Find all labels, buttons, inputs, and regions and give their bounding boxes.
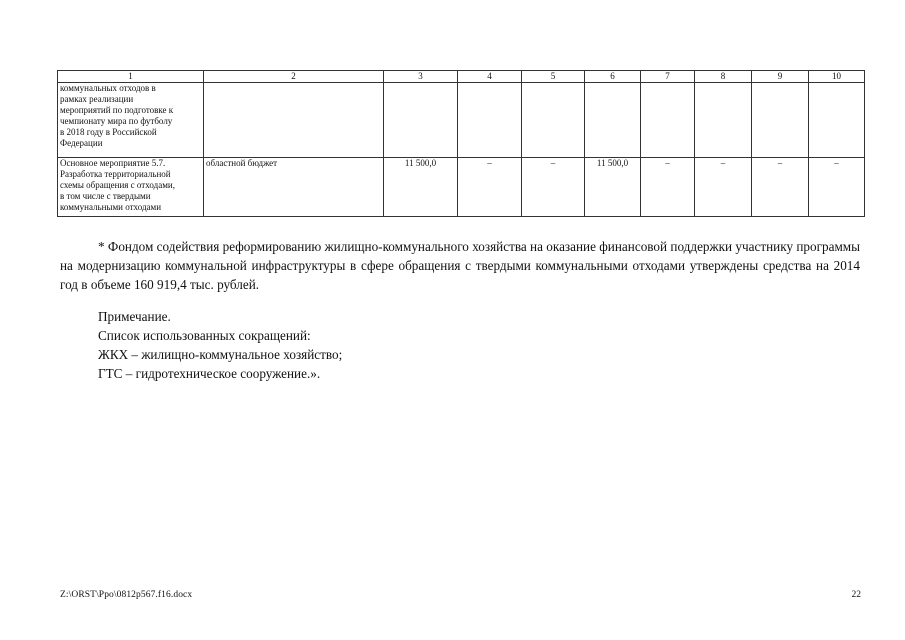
- notes-block: [98, 307, 698, 383]
- table-row: [58, 83, 865, 158]
- table-cell: –: [458, 158, 522, 217]
- table-cell: [58, 158, 204, 217]
- table-cell: [204, 83, 384, 158]
- cell-text: коммунальных отходов в рамках реализации мероприятий по подготовке к чемпионату мира по футболу в 2018 году в Российской Федерации: [60, 83, 174, 148]
- notes-title: Примечание.: [98, 309, 171, 324]
- abbreviation-item: ЖКХ – жилищно-коммунальное хозяйство;: [98, 347, 343, 362]
- column-header: 6: [585, 71, 641, 83]
- table-cell: –: [695, 158, 752, 217]
- page-number: 22: [851, 590, 861, 600]
- table-cell: –: [522, 158, 585, 217]
- table-cell: [641, 83, 695, 158]
- column-header: 5: [522, 71, 585, 83]
- cell-text: Основное мероприятие 5.7. Разработка территориальной схемы обращения с отходами, в том числе с твердыми коммунальными отходами: [60, 158, 175, 212]
- column-header: 8: [695, 71, 752, 83]
- table-cell: [695, 83, 752, 158]
- table-cell: [384, 83, 458, 158]
- table-row: [58, 158, 865, 217]
- column-header: 9: [752, 71, 809, 83]
- table-cell: [58, 83, 204, 158]
- table-cell: –: [809, 158, 865, 217]
- footer-file-path: Z:\ORST\Ppo\0812p567.f16.docx: [60, 590, 193, 600]
- column-header: 1: [58, 71, 204, 83]
- table-cell: [522, 83, 585, 158]
- table-cell: –: [752, 158, 809, 217]
- program-table: [57, 70, 865, 217]
- column-header: 7: [641, 71, 695, 83]
- table-cell: 11 500,0: [384, 158, 458, 217]
- table-cell: –: [641, 158, 695, 217]
- table-cell: [458, 83, 522, 158]
- column-header: 3: [384, 71, 458, 83]
- column-header: 10: [809, 71, 865, 83]
- table-header-row: [58, 71, 865, 83]
- table-cell: 11 500,0: [585, 158, 641, 217]
- abbreviation-item: ГТС – гидротехническое сооружение.».: [98, 366, 321, 381]
- abbreviations-heading: Список использованных сокращений:: [98, 328, 311, 343]
- table-cell: [809, 83, 865, 158]
- table-cell: [585, 83, 641, 158]
- column-header: 4: [458, 71, 522, 83]
- column-header: 2: [204, 71, 384, 83]
- footnote-paragraph: * Фондом содействия реформированию жилищно-коммунального хозяйства на оказание финансовой поддержки участнику программы на модернизацию коммунальной инфраструктуры в сфере обращения с твердыми коммунальными отходами утверждены средства на 2014 год в объеме 160 919,4 тыс. рублей.: [60, 239, 860, 292]
- table-cell: [752, 83, 809, 158]
- table-cell: областной бюджет: [204, 158, 384, 217]
